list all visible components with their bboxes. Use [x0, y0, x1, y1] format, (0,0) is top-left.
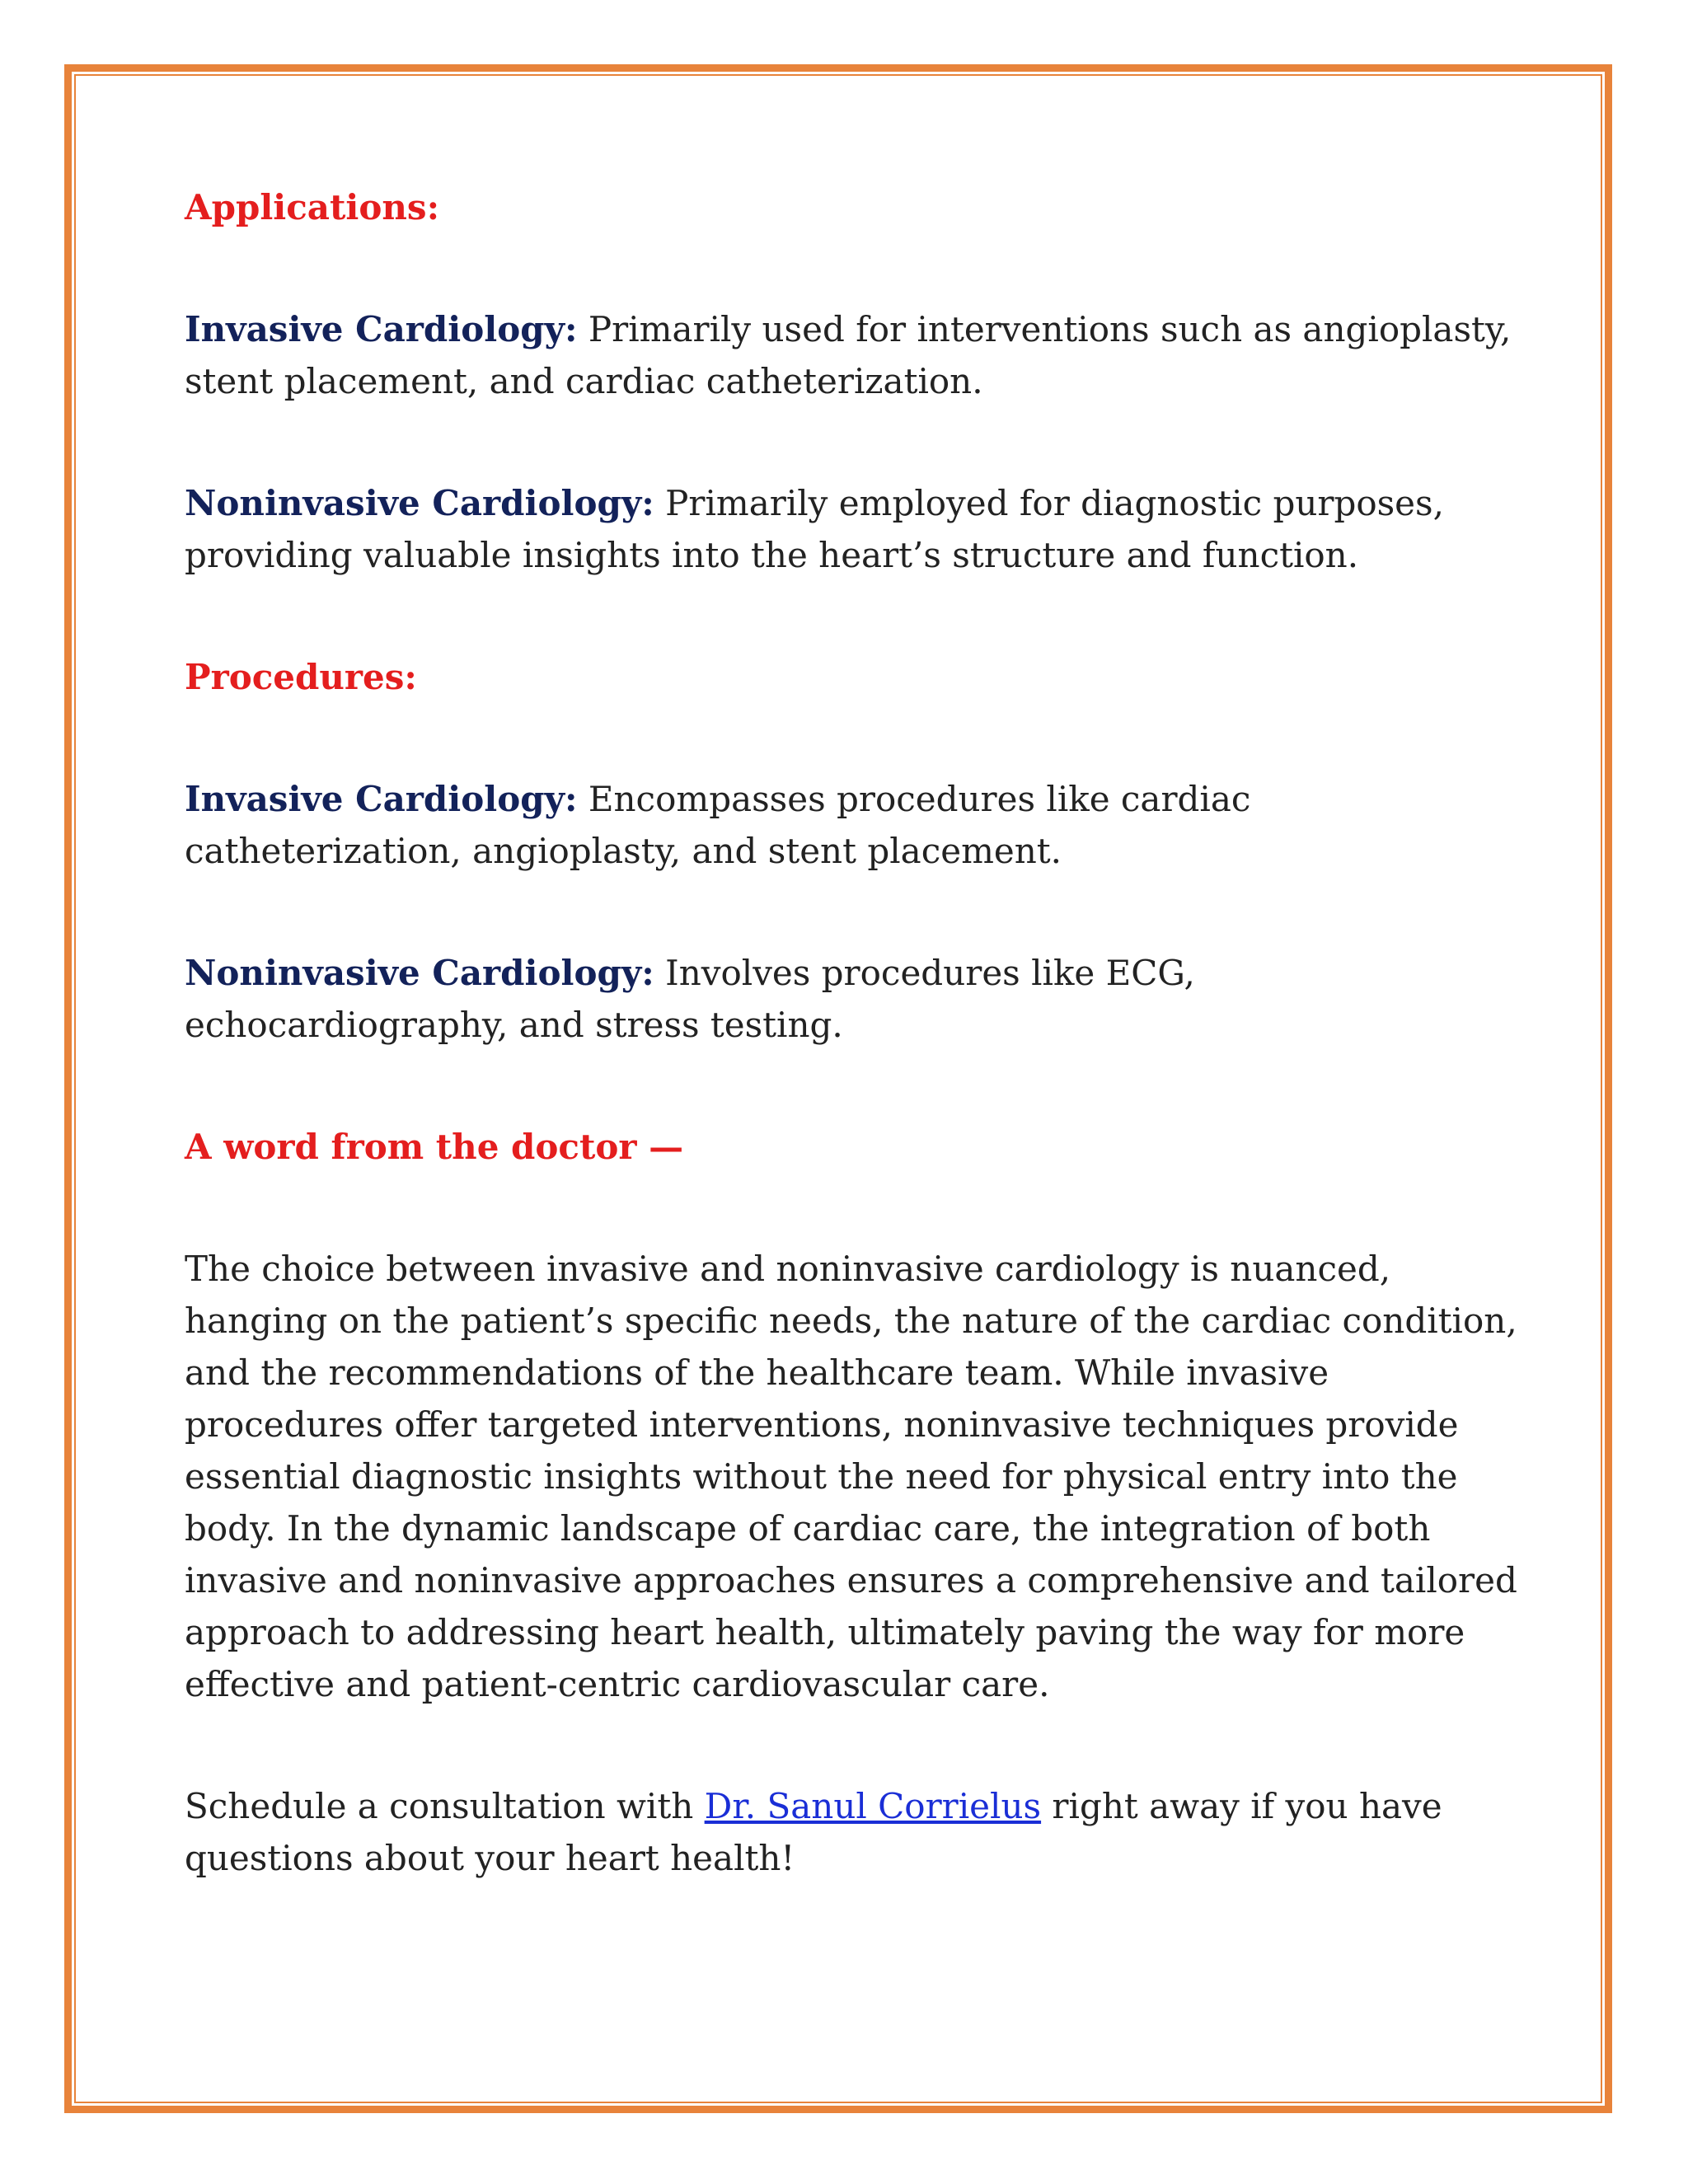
term-description: Primarily used for interventions such as angioplasty, stent placement, and cardiac catheterization. [185, 309, 1512, 401]
applications-heading: Applications: [185, 187, 440, 227]
term-label: Invasive Cardiology: [185, 309, 578, 349]
term-description: Primarily employed for diagnostic purposes, providing valuable insights into the heart’s structure and function. [185, 483, 1444, 575]
term-label: Noninvasive Cardiology: [185, 483, 654, 523]
term-label: Noninvasive Cardiology: [185, 953, 654, 993]
term-description: Encompasses procedures like cardiac catheterization, angioplasty, and stent placement. [185, 779, 1251, 871]
procedures-heading: Procedures: [185, 657, 417, 697]
consultation-paragraph [185, 1780, 1520, 1884]
cta-text-after: right away if you have questions about your heart health! [185, 1786, 1442, 1878]
applications-noninvasive-paragraph [185, 477, 1520, 581]
applications-invasive-paragraph [185, 303, 1520, 407]
doctor-paragraph: The choice between invasive and noninvasive cardiology is nuanced, hanging on the patient’s specific needs, the nature of the cardiac condition, and the recommendations of the healthcare team. While invasive procedures offer targeted interventions, noninvasive techniques provide essential diagnostic insights without the need for physical entry into the body. In the dynamic landscape of cardiac care, the integration of both invasive and noninvasive approaches ensures a comprehensive and tailored approach to addressing heart health, ultimately paving the way for more effective and patient-centric cardiovascular care. [185, 1249, 1517, 1704]
term-description: Involves procedures like ECG, echocardiography, and stress testing. [185, 953, 1195, 1045]
doctor-heading: A word from the doctor — [185, 1127, 684, 1167]
procedures-invasive-paragraph [185, 773, 1520, 877]
procedures-noninvasive-paragraph [185, 947, 1520, 1051]
doctor-profile-link[interactable]: Dr. Sanul Corrielus [704, 1786, 1042, 1826]
term-label: Invasive Cardiology: [185, 779, 578, 819]
cta-text-before: Schedule a consultation with [185, 1786, 705, 1826]
document-body [185, 181, 1520, 1884]
